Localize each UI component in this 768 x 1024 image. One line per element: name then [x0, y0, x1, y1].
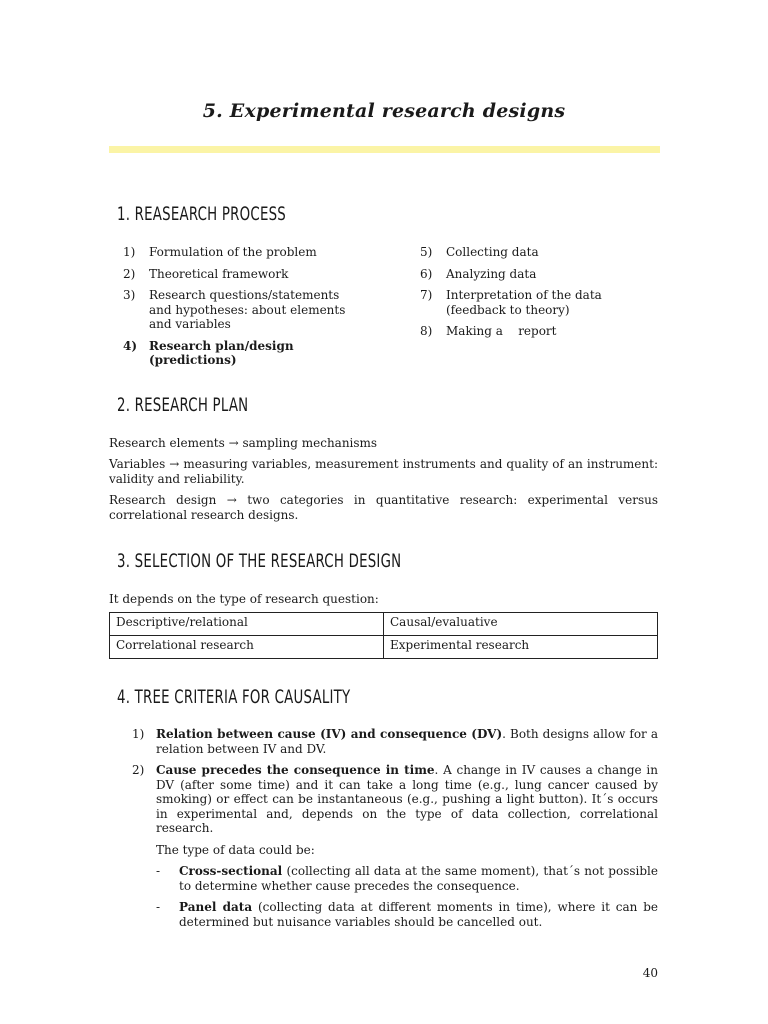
- table-row: [110, 636, 658, 659]
- research-design-table: [109, 612, 658, 659]
- process-step: 6) Analyzing data: [420, 266, 537, 281]
- table-cell: Causal/evaluative: [384, 613, 658, 636]
- paragraph-variables: Variables → measuring variables, measurement instruments and quality of an instrument: validity and reliability.: [109, 457, 658, 486]
- data-type-item: - Cross-sectional (collecting all data at the same moment), that´s not possible to determine whether cause precedes the consequence.: [156, 864, 658, 893]
- process-steps-right: [420, 245, 660, 346]
- process-step: 3) Research questions/statements and hypotheses: about elements and variables: [123, 288, 346, 331]
- title-highlight-bar: [109, 146, 660, 153]
- process-step: 8) Making a report: [420, 324, 557, 338]
- section-heading-causality: 4. TREE CRITERIA FOR CAUSALITY: [117, 686, 351, 708]
- section-heading-selection: 3. SELECTION OF THE RESEARCH DESIGN: [117, 550, 402, 572]
- section-heading-research-process: 1. REASEARCH PROCESS: [117, 203, 287, 225]
- process-step: 1) Formulation of the problem: [123, 245, 317, 259]
- document-title: 5. Experimental research designs: [202, 100, 566, 122]
- criterion-item: 1) Relation between cause (IV) and consequence (DV). Both designs allow for a relation between IV and DV.: [132, 727, 658, 756]
- table-cell: Experimental research: [384, 636, 658, 659]
- data-type-intro: The type of data could be:: [156, 842, 315, 857]
- paragraph-research-elements: Research elements → sampling mechanisms: [109, 436, 378, 450]
- process-steps-left: [123, 245, 363, 375]
- section-heading-research-plan: 2. RESEARCH PLAN: [117, 394, 249, 416]
- process-step: 2) Theoretical framework: [123, 266, 289, 281]
- causality-criteria-list: [132, 727, 658, 936]
- table-cell: Correlational research: [110, 636, 384, 659]
- process-step-current: 4) Research plan/design (predictions): [123, 338, 294, 367]
- data-type-item: - Panel data (collecting data at different moments in time), where it can be determined but nuisance variables should be cancelled out.: [156, 900, 658, 929]
- page-number: 40: [642, 966, 658, 980]
- paragraph-depends: It depends on the type of research question:: [109, 592, 379, 606]
- paragraph-research-design: Research design → two categories in quantitative research: experimental versus correlational research designs.: [109, 493, 658, 522]
- process-step: 7) Interpretation of the data (feedback to theory): [420, 288, 602, 317]
- table-cell: Descriptive/relational: [110, 613, 384, 636]
- criterion-item: 2) Cause precedes the consequence in time. A change in IV causes a change in DV (after some time) and it can take a long time (e.g., lung cancer caused by smoking) or effect can be instantaneous (e.g., pushing a light button). It´s occurs in experimental and, depends on the type of data collection, correlational research.: [132, 763, 658, 835]
- table-row: [110, 613, 658, 636]
- process-step: 5) Collecting data: [420, 245, 539, 259]
